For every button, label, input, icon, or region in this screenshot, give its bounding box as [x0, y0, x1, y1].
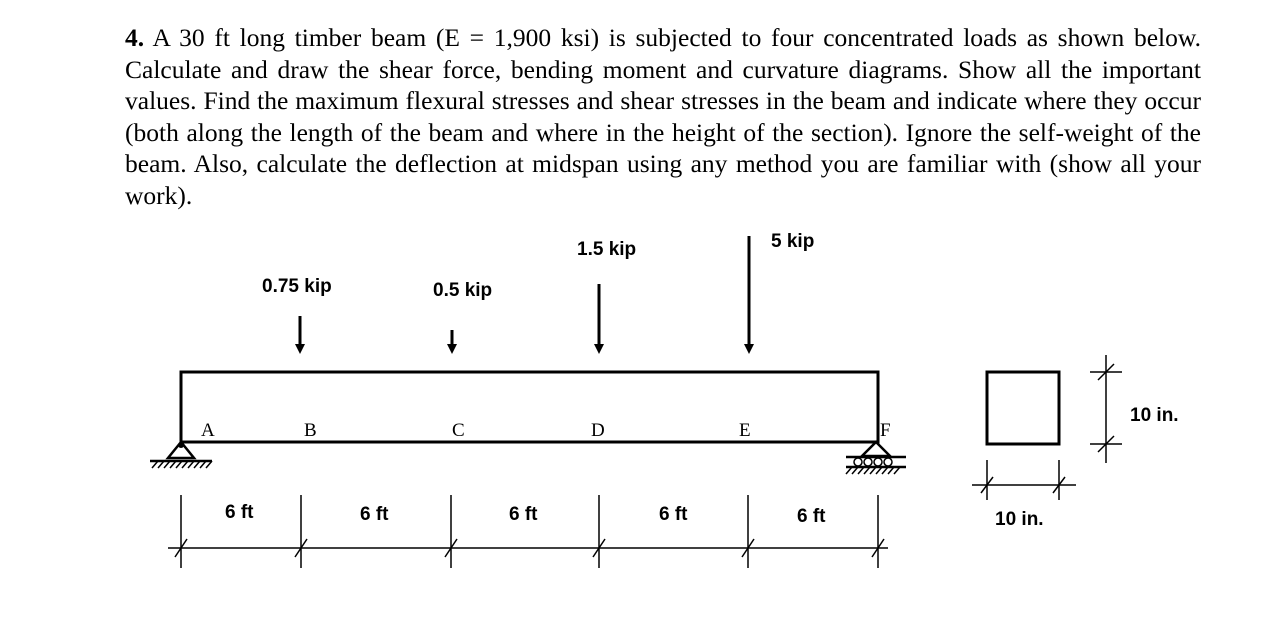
point-label-f: F	[880, 420, 891, 441]
segment-label-ef: 6 ft	[797, 506, 826, 527]
roller-support-right	[846, 442, 906, 474]
section-height-label: 10 in.	[1130, 405, 1179, 426]
load-arrow-e	[744, 236, 754, 354]
point-label-d: D	[591, 420, 605, 441]
load-label-e: 5 kip	[771, 231, 815, 252]
point-label-a: A	[201, 420, 215, 441]
load-arrow-c	[447, 330, 457, 354]
problem-number: 4.	[125, 23, 145, 52]
point-label-b: B	[304, 420, 317, 441]
point-label-c: C	[452, 420, 465, 441]
problem-body: A 30 ft long timber beam (E = 1,900 ksi) is subjected to four concentrated loads as shown below. Calculate and draw the shear force, bending moment and curvature diagrams. Show all the important values. Find the maximum flexural stresses and shear stresses in the beam and indicate where they occur (both along the length of the beam and where in the height of the section). Ignore the self-weight of the beam. Also, calculate the deflection at midspan using any method you are familiar with (show all your work).	[125, 23, 1202, 210]
pin-support-left	[150, 442, 212, 468]
section-width-dimension	[972, 460, 1076, 500]
load-label-d: 1.5 kip	[577, 239, 637, 260]
segment-label-bc: 6 ft	[360, 504, 389, 525]
section-height-dimension	[1090, 355, 1122, 463]
segment-label-cd: 6 ft	[509, 504, 538, 525]
point-label-e: E	[739, 420, 751, 441]
load-label-b: 0.75 kip	[262, 276, 332, 297]
section-width-label: 10 in.	[995, 509, 1044, 530]
beam-body	[181, 372, 878, 442]
segment-label-ab: 6 ft	[225, 502, 254, 523]
load-label-c: 0.5 kip	[433, 280, 493, 301]
load-arrow-d	[594, 284, 604, 354]
cross-section	[987, 372, 1059, 444]
segment-label-de: 6 ft	[659, 504, 688, 525]
load-arrow-b	[295, 316, 305, 354]
